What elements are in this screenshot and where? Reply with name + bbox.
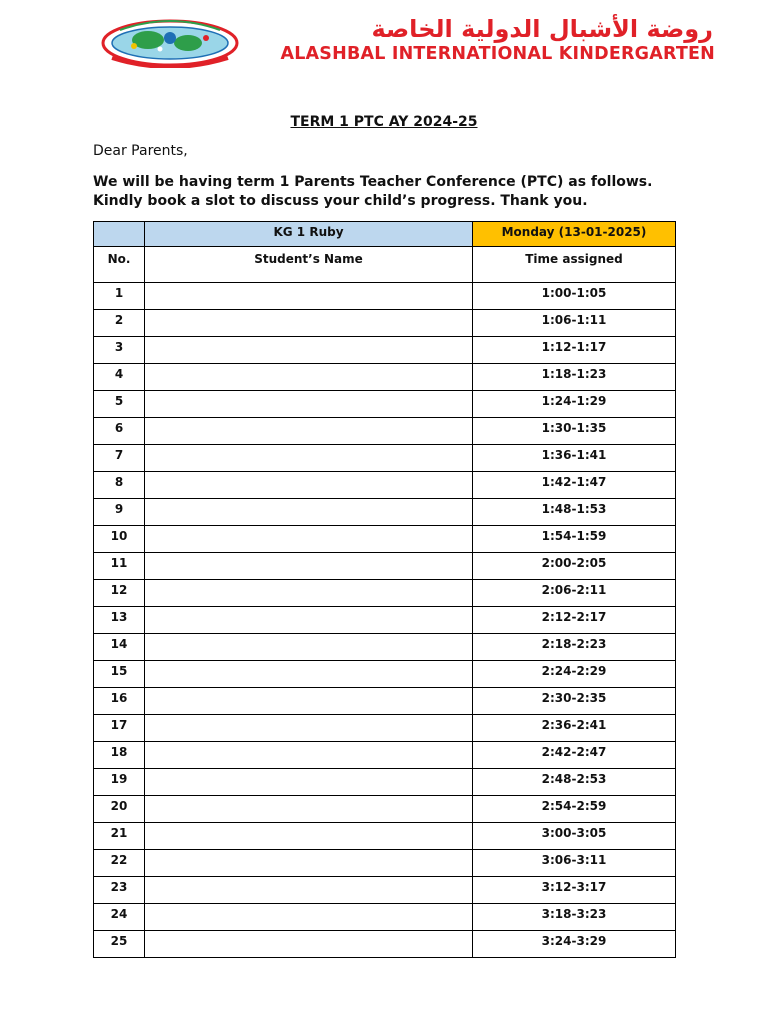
salutation: Dear Parents, [93, 143, 188, 159]
table-row [94, 715, 676, 742]
table-row [94, 904, 676, 931]
band-empty-cell [94, 222, 145, 247]
slot-number: 18 [94, 742, 145, 769]
column-header-row [94, 247, 676, 283]
slot-number: 7 [94, 445, 145, 472]
student-name-cell[interactable] [145, 472, 473, 499]
time-slot: 1:42-1:47 [473, 472, 676, 499]
table-row [94, 607, 676, 634]
student-name-cell[interactable] [145, 553, 473, 580]
time-slot: 3:00-3:05 [473, 823, 676, 850]
time-slot: 1:48-1:53 [473, 499, 676, 526]
time-slot: 2:54-2:59 [473, 796, 676, 823]
student-name-cell[interactable] [145, 904, 473, 931]
slot-number: 6 [94, 418, 145, 445]
student-name-cell[interactable] [145, 580, 473, 607]
student-name-cell[interactable] [145, 526, 473, 553]
time-slot: 1:12-1:17 [473, 337, 676, 364]
student-name-cell[interactable] [145, 337, 473, 364]
page-title: TERM 1 PTC AY 2024-25 [290, 114, 478, 130]
slot-number: 15 [94, 661, 145, 688]
table-row [94, 472, 676, 499]
table-row [94, 769, 676, 796]
table-row [94, 823, 676, 850]
slot-number: 24 [94, 904, 145, 931]
time-slot: 3:24-3:29 [473, 931, 676, 958]
table-row [94, 850, 676, 877]
time-slot: 2:12-2:17 [473, 607, 676, 634]
slot-number: 8 [94, 472, 145, 499]
student-name-cell[interactable] [145, 796, 473, 823]
conference-day: Monday (13-01-2025) [473, 222, 676, 247]
table-row [94, 661, 676, 688]
intro-paragraph: We will be having term 1 Parents Teacher Conference (PTC) as follows. Kindly book a slot to discuss your child’s progress. Thank you. [93, 174, 653, 209]
table-row [94, 553, 676, 580]
slot-number: 16 [94, 688, 145, 715]
student-name-cell[interactable] [145, 850, 473, 877]
header-student-name: Student’s Name [145, 247, 473, 283]
student-name-cell[interactable] [145, 418, 473, 445]
table-row [94, 580, 676, 607]
table-row [94, 337, 676, 364]
letterhead [100, 16, 720, 70]
table-row [94, 796, 676, 823]
table-row [94, 634, 676, 661]
class-name: KG 1 Ruby [145, 222, 473, 247]
table-row [94, 742, 676, 769]
student-name-cell[interactable] [145, 877, 473, 904]
time-slot: 2:00-2:05 [473, 553, 676, 580]
table-row [94, 931, 676, 958]
time-slot: 1:00-1:05 [473, 283, 676, 310]
slot-number: 20 [94, 796, 145, 823]
slot-number: 23 [94, 877, 145, 904]
table-row [94, 688, 676, 715]
table-row [94, 445, 676, 472]
student-name-cell[interactable] [145, 769, 473, 796]
time-slot: 3:18-3:23 [473, 904, 676, 931]
time-slot: 1:30-1:35 [473, 418, 676, 445]
slot-number: 13 [94, 607, 145, 634]
student-name-cell[interactable] [145, 688, 473, 715]
table-row [94, 418, 676, 445]
slot-number: 3 [94, 337, 145, 364]
student-name-cell[interactable] [145, 499, 473, 526]
student-name-cell[interactable] [145, 607, 473, 634]
header-no: No. [94, 247, 145, 283]
student-name-cell[interactable] [145, 310, 473, 337]
time-slot: 2:48-2:53 [473, 769, 676, 796]
student-name-cell[interactable] [145, 742, 473, 769]
ptc-schedule-table [93, 221, 676, 958]
school-emblem-icon [100, 16, 240, 68]
table-row [94, 526, 676, 553]
student-name-cell[interactable] [145, 823, 473, 850]
student-name-cell[interactable] [145, 661, 473, 688]
header-time-assigned: Time assigned [473, 247, 676, 283]
slot-number: 17 [94, 715, 145, 742]
student-name-cell[interactable] [145, 931, 473, 958]
student-name-cell[interactable] [145, 364, 473, 391]
time-slot: 2:24-2:29 [473, 661, 676, 688]
student-name-cell[interactable] [145, 391, 473, 418]
student-name-cell[interactable] [145, 283, 473, 310]
table-row [94, 310, 676, 337]
slot-number: 2 [94, 310, 145, 337]
slot-number: 21 [94, 823, 145, 850]
time-slot: 1:36-1:41 [473, 445, 676, 472]
time-slot: 2:36-2:41 [473, 715, 676, 742]
time-slot: 2:18-2:23 [473, 634, 676, 661]
slot-number: 1 [94, 283, 145, 310]
time-slot: 3:12-3:17 [473, 877, 676, 904]
slot-number: 11 [94, 553, 145, 580]
table-row [94, 499, 676, 526]
student-name-cell[interactable] [145, 634, 473, 661]
student-name-cell[interactable] [145, 445, 473, 472]
time-slot: 1:18-1:23 [473, 364, 676, 391]
table-row [94, 364, 676, 391]
english-school-name: ALASHBAL INTERNATIONAL KINDERGARTEN [280, 44, 715, 64]
table-row [94, 283, 676, 310]
time-slot: 3:06-3:11 [473, 850, 676, 877]
table-row [94, 391, 676, 418]
slot-number: 5 [94, 391, 145, 418]
class-band-row [94, 222, 676, 247]
slot-number: 4 [94, 364, 145, 391]
slot-number: 14 [94, 634, 145, 661]
arabic-school-name: روضة الأشبال الدولية الخاصة [371, 15, 713, 43]
time-slot: 2:42-2:47 [473, 742, 676, 769]
time-slot: 2:30-2:35 [473, 688, 676, 715]
slot-number: 25 [94, 931, 145, 958]
time-slot: 2:06-2:11 [473, 580, 676, 607]
table-row [94, 877, 676, 904]
slot-number: 22 [94, 850, 145, 877]
slot-number: 9 [94, 499, 145, 526]
slot-number: 12 [94, 580, 145, 607]
time-slot: 1:54-1:59 [473, 526, 676, 553]
slot-number: 19 [94, 769, 145, 796]
slot-number: 10 [94, 526, 145, 553]
time-slot: 1:24-1:29 [473, 391, 676, 418]
time-slot: 1:06-1:11 [473, 310, 676, 337]
student-name-cell[interactable] [145, 715, 473, 742]
